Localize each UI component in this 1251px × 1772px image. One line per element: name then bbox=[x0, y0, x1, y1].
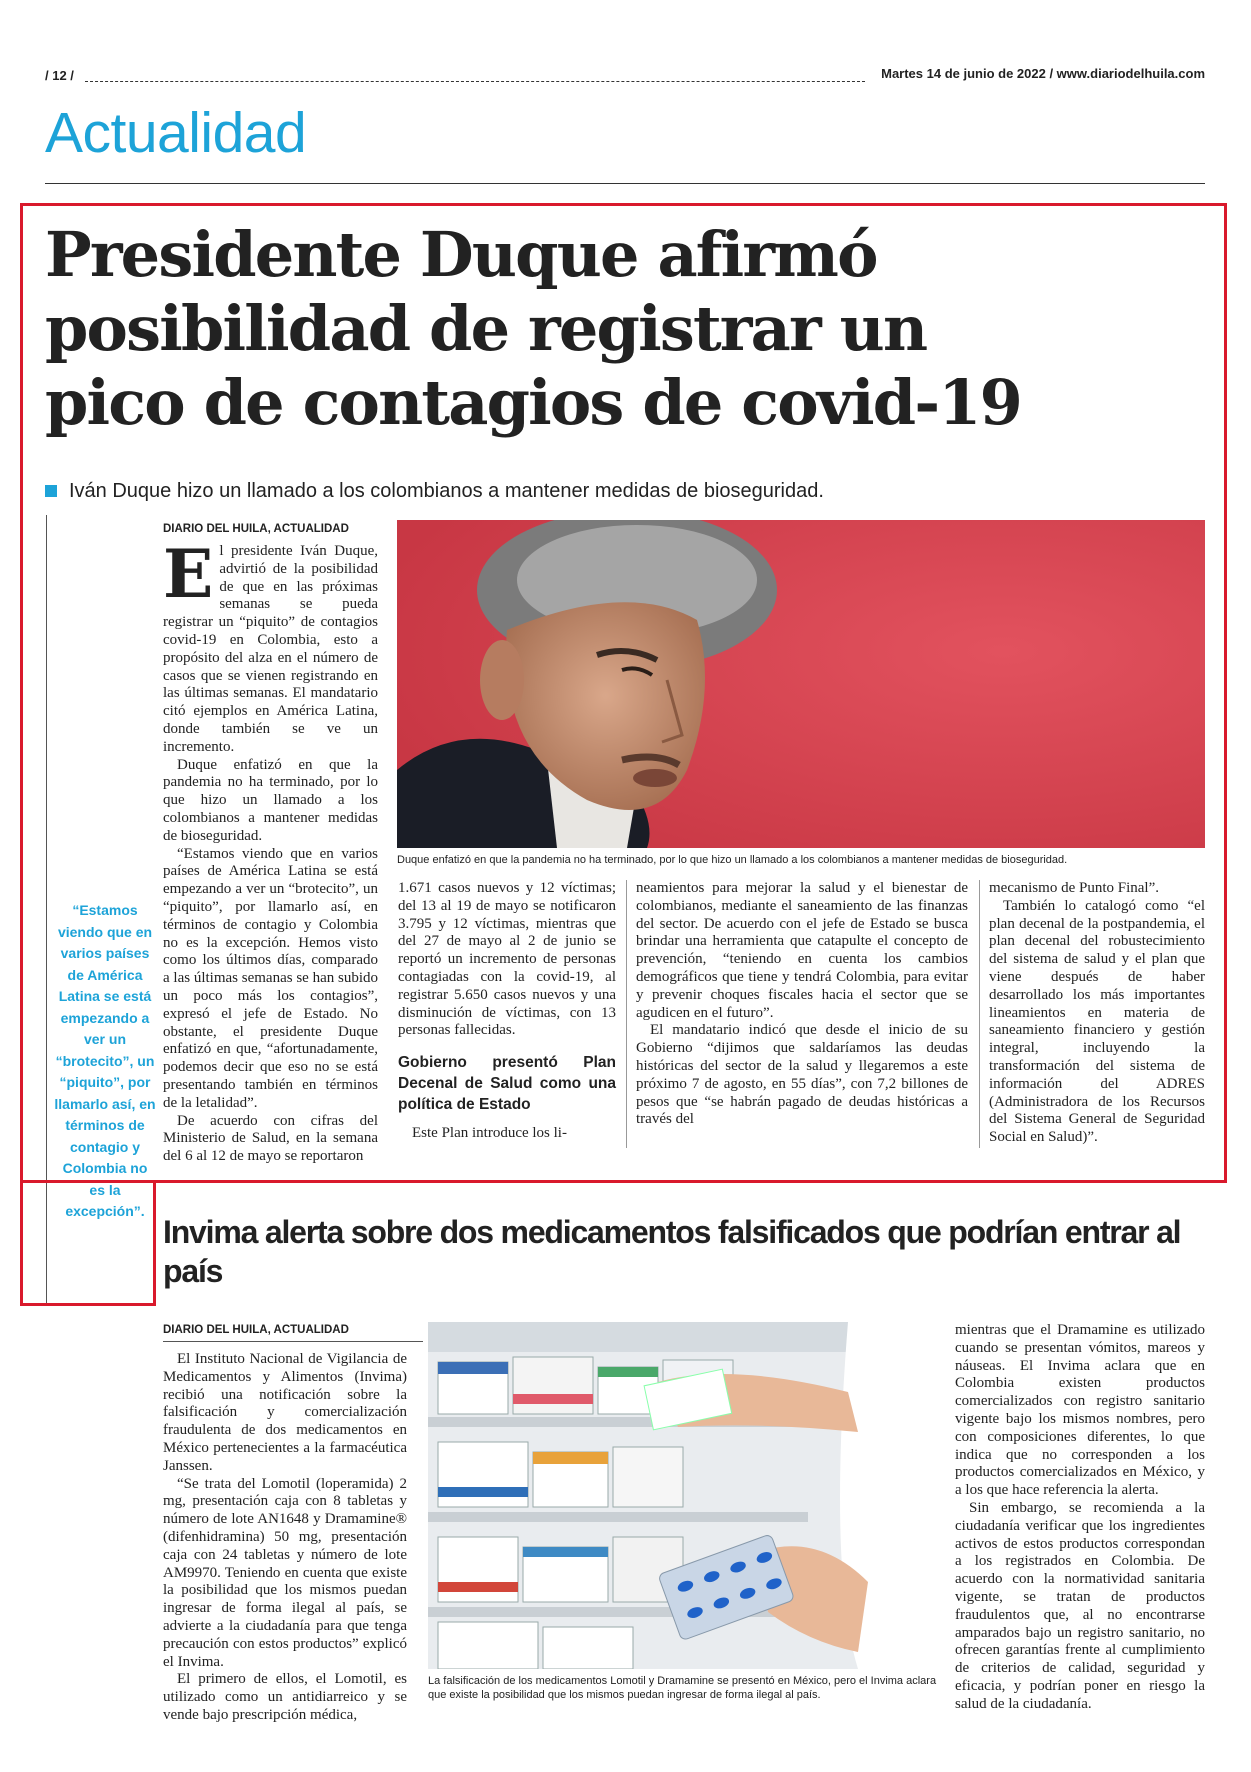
article1-deck bbox=[45, 480, 1165, 503]
page-header bbox=[45, 66, 1205, 86]
article1-headline bbox=[45, 218, 1205, 440]
page-number: / 12 / bbox=[45, 68, 74, 83]
paragraph: mecanismo de Punto Final”. bbox=[989, 880, 1159, 896]
paragraph: El mandatario indicó que desde el inicio de su Gobierno “dijimos que saldaríamos las deudas históricas del sector de la salud y llegaremos a este próximo 7 de agosto, en 55 días”, con 7,2 billones de pesos que “se habrán pagado de deudas históricas a través del bbox=[636, 1022, 968, 1128]
paragraph: También lo catalogó como “el plan decenal de la postpandemia, el plan decenal del robustecimiento del sistema de salud y el plan que viene después de haber desarrollado los más importantes lineamientos en materia de saneamiento financiero y gestión integral, incluyendo la transformación del sistema de información del ADRES (Administradora de los Recursos del Sistema General de Seguridad Social en Salud)”. bbox=[989, 897, 1205, 1146]
header-dashed-rule bbox=[85, 81, 865, 82]
article2-column-3 bbox=[955, 1322, 1205, 1714]
section-title: Actualidad bbox=[45, 101, 307, 165]
headline-line: Presidente Duque afirmó bbox=[45, 218, 877, 291]
column-divider bbox=[626, 880, 627, 1148]
pharmacy-photo-illustration bbox=[428, 1322, 938, 1669]
date-site: Martes 14 de junio de 2022 / www.diariodelhuila.com bbox=[881, 66, 1205, 81]
deck-text: Iván Duque hizo un llamado a los colombianos a mantener medidas de bioseguridad. bbox=[69, 480, 824, 502]
paragraph: “Estamos viendo que en varios países de América Latina se está empezando a ver un “brotecito”, un “piquito”, por llamarlo así, en términos de contagio y Colombia no es la excepción. Hemos visto como los últimos días, comparado a las últimas semanas se han subido un poco más los contagios”, expresó el jefe de Estado. No obstante, el presidente Duque enfatizó en que, “afortunadamente, podemos decir que eso no se está presentando también en términos de la letalidad”. bbox=[163, 845, 378, 1111]
article1-column-1 bbox=[163, 521, 378, 1166]
headline-line: posibilidad de registrar un bbox=[45, 292, 927, 365]
column-divider bbox=[979, 880, 980, 1148]
paragraph: 1.671 casos nuevos y 12 víctimas; del 13 al 19 de mayo se notificaron 3.795 y 12 víctimas, mientras que del 27 de mayo al 2 de junio se reportó un incremento de personas contagiadas con la covid-19, al registrar 5.650 casos nuevos y una disminución de víctimas, con 13 personas fallecidas. bbox=[398, 880, 616, 1039]
photo1-caption: Duque enfatizó en que la pandemia no ha terminado, por lo que hizo un llamado a los colombianos a mantener medidas de bioseguridad. bbox=[397, 854, 1068, 866]
paragraph: El Instituto Nacional de Vigilancia de Medicamentos y Alimentos (Invima) recibió una notificación sobre la falsificación y comercialización fraudulenta de dos medicamentos en México pertenecientes a la farmacéutica Janssen. bbox=[163, 1351, 407, 1474]
photo2-caption: La falsificación de los medicamentos Lomotil y Dramamine se presentó en México, pero el Invima aclara que existe la posibilidad que los mismos puedan ingresar de forma ilegal al país. bbox=[428, 1675, 937, 1701]
article1-column-4 bbox=[989, 880, 1205, 1147]
paragraph: Este Plan introduce los li- bbox=[412, 1125, 567, 1142]
article1-subhead: Gobierno presentó Plan Decenal de Salud como una política de Estado bbox=[398, 1054, 616, 1114]
article2-headline: Invima alerta sobre dos medicamentos falsificados que podrían entrar al país bbox=[163, 1214, 1181, 1289]
drop-cap: E bbox=[163, 535, 214, 613]
paragraph: Sin embargo, se recomienda a la ciudadanía verificar que los ingredientes activos de estos productos correspondan a los registrados en Colombia. De acuerdo con la normatividad sanitaria vigente, se tratan de productos fraudulentos que, al no encontrarse amparados bajo un registro sanitario, no ofrecen garantías frente al cumplimiento de criterios de calidad, seguridad y eficacia, y podrían poner en riesgo la salud de la ciudadanía. bbox=[955, 1499, 1205, 1712]
article2-column-1 bbox=[163, 1351, 407, 1725]
article1-column-3 bbox=[636, 880, 968, 1129]
paragraph: De acuerdo con cifras del Ministerio de Salud, en la semana del 6 al 12 de mayo se reportaron bbox=[163, 1112, 378, 1165]
pull-quote: “Estamos viendo que en varios países de América Latina se está empezando a ver un “brotecito”, un “piquito”, por llamarlo así, en términos de contagio y Colombia no es la excepción”. bbox=[54, 902, 156, 1219]
duque-photo-illustration bbox=[397, 520, 1205, 848]
deck-square-icon bbox=[45, 485, 57, 497]
paragraph: “Se trata del Lomotil (loperamida) 2 mg, presentación caja con 8 tabletas y número de lote AN1648 y Dramamine® (difenhidramina) 50 mg, presentación caja con 24 tabletas y número de lote AM9970. Teniendo en cuenta que existe la posibilidad que los mismos puedan ingresar de forma ilegal al país, se advierte a la ciudadanía para que tenga precaución con estos productos” explicó el Invima. bbox=[163, 1475, 407, 1670]
article2-byline: DIARIO DEL HUILA, ACTUALIDAD bbox=[163, 1322, 423, 1342]
paragraph: Duque enfatizó en que la pandemia no ha terminado, por lo que hizo un llamado a los colombianos a mantener medidas de bioseguridad. bbox=[163, 756, 378, 844]
article1-column-2 bbox=[398, 880, 616, 1143]
paragraph: El primero de ellos, el Lomotil, es utilizado como un antidiarreico y se vende bajo prescripción médica, bbox=[163, 1671, 407, 1723]
paragraph: mientras que el Dramamine es utilizado cuando se presentan vómitos, mareos y náuseas. El Invima aclara que en Colombia existen productos comercializados con registro sanitario vigente bajo los mismos nombres, pero con composiciones diferentes, lo que indica que no corresponden a los productos comercializados en México, y a los que hace referencia la alerta. bbox=[955, 1322, 1205, 1499]
headline-line: pico de contagios de covid-19 bbox=[45, 366, 1021, 439]
pharmacy-photo bbox=[428, 1322, 938, 1669]
paragraph: El presidente Iván Duque, advirtió de la posibilidad de que en las próximas semanas se pueda registrar un “piquito” de contagios covid-19 en Colombia, esto a propósito del alza en el número de casos que se vienen registrando en las últimas semanas. El mandatario citó ejemplos en América Latina, donde también se ve un incremento. bbox=[163, 535, 378, 755]
section-rule bbox=[45, 183, 1205, 184]
duque-photo bbox=[397, 520, 1205, 848]
paragraph: neamientos para mejorar la salud y el bienestar de colombianos, mediante el saneamiento de las finanzas del sector. De acuerdo con el jefe de Estado se busca brindar una herramienta que catapulte el concepto de prevención, “teniendo en cuenta los cambios demográficos que tiene y tendrá Colombia, para evitar y prevenir choques fiscales hacia el sector que se agudicen en el futuro”. bbox=[636, 880, 968, 1021]
article1-byline: DIARIO DEL HUILA, ACTUALIDAD bbox=[163, 523, 349, 535]
